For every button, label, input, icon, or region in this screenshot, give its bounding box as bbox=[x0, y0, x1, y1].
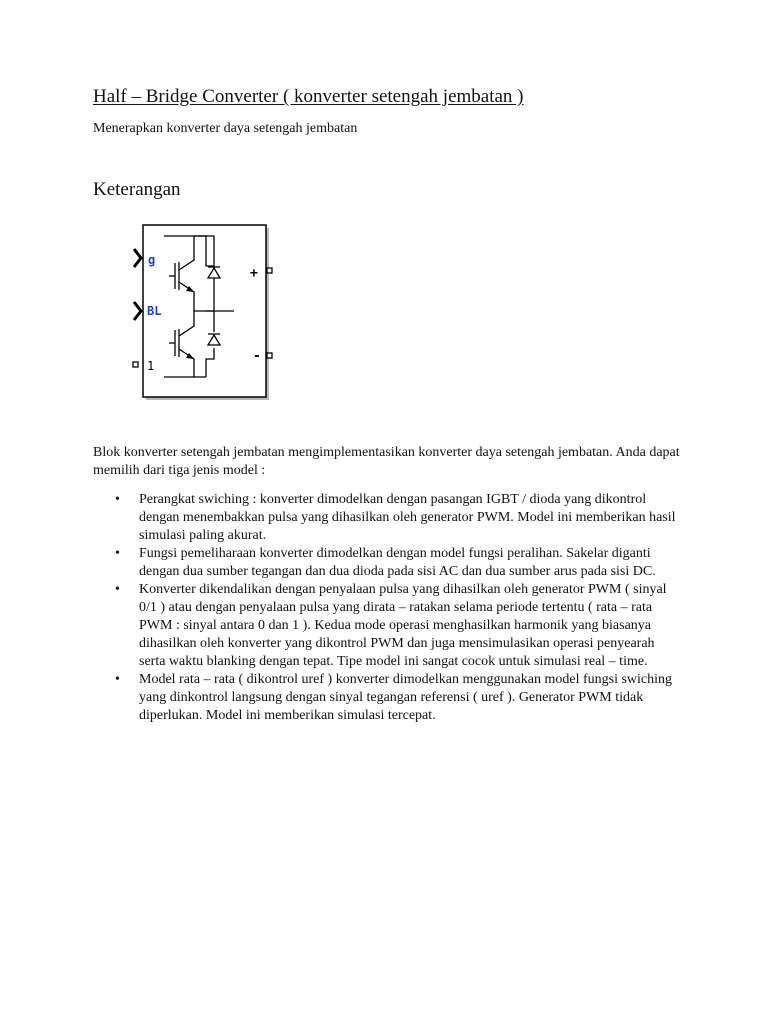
port-minus-label: - bbox=[253, 349, 261, 364]
port-g-label: g bbox=[148, 253, 156, 267]
model-list bbox=[93, 491, 683, 725]
bullet: • bbox=[115, 582, 120, 597]
bullet: • bbox=[115, 492, 120, 507]
list-item bbox=[93, 671, 683, 725]
list-item-text: Fungsi pemeliharaan konverter dimodelkan dengan model fungsi peralihan. Sakelar diganti dengan dua sumber tegangan dan dua dioda pada sisi AC dan dua sumber arus pada sisi DC. bbox=[139, 546, 656, 579]
list-item-text: Konverter dikendalikan dengan penyalaan pulsa yang dihasilkan oleh generator PWM ( sinyal 0/1 ) atau dengan penyalaan pulsa yang dirata – ratakan selama periode tertentu ( rata – rata PWM : sinyal antara 0 dan 1 ). Kedua mode operasi menghasilkan harmonik yang biasanya dihasilkan oleh konverter yang dikontrol PWM dan juga mensimulasikan operasi penyearah serta waktu blanking dengan tepat. Tipe model ini sangat cocok untuk simulasi real – time. bbox=[139, 582, 667, 669]
intro-paragraph: Blok konverter setengah jembatan mengimplementasikan konverter daya setengah jembatan. Anda dapat memilih dari tiga jenis model : bbox=[93, 445, 680, 478]
bullet: • bbox=[115, 546, 120, 561]
port-g-arrow bbox=[134, 249, 141, 267]
section-heading: Keterangan bbox=[93, 179, 181, 200]
list-item-text: Model rata – rata ( dikontrol uref ) konverter dimodelkan menggunakan model fungsi swiching yang dinkontrol langsung dengan sinyal tegangan referensi ( uref ). Generator PWM tidak diperlukan. Model ini memberikan simulasi tercepat. bbox=[139, 672, 673, 723]
bullet: • bbox=[115, 672, 120, 687]
list-item bbox=[93, 491, 683, 545]
port-bl-arrow bbox=[134, 302, 141, 320]
port-1-label: 1 bbox=[147, 359, 155, 373]
port-plus-label: + bbox=[250, 266, 258, 281]
half-bridge-block-diagram bbox=[128, 222, 278, 406]
list-item-text: Perangkat swiching : konverter dimodelkan dengan pasangan IGBT / dioda yang dikontrol dengan menembakkan pulsa yang dihasilkan oleh generator PWM. Model ini memberikan hasil simulasi paling akurat. bbox=[139, 492, 676, 543]
page-title: Half – Bridge Converter ( konverter setengah jembatan ) bbox=[93, 86, 524, 107]
port-bl-label: BL bbox=[147, 304, 162, 318]
list-item bbox=[93, 581, 683, 671]
port-1-square bbox=[133, 362, 138, 367]
port-plus-square bbox=[267, 268, 272, 273]
subtitle: Menerapkan konverter daya setengah jembatan bbox=[93, 121, 358, 136]
list-item bbox=[93, 545, 683, 581]
port-minus-square bbox=[267, 353, 272, 358]
